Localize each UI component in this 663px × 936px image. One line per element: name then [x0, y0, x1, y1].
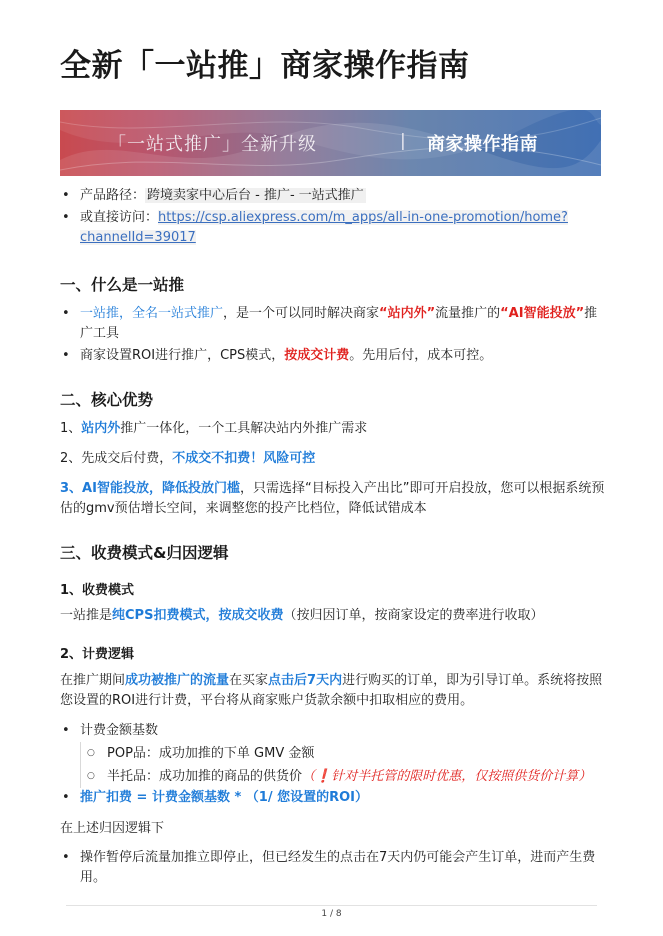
body-text: 流量推广的 [435, 306, 501, 321]
attribution-list [60, 848, 605, 888]
body-text: 商家设置ROI进行推广，CPS模式， [80, 348, 285, 363]
billing-logic-heading: 2、计费逻辑 [60, 647, 135, 662]
highlight-text: （❗针对半托管的限时优惠，仅按照供货价计算） [302, 769, 592, 784]
body-text: 。先用后付，成本可控。 [349, 348, 493, 363]
list-item [60, 788, 605, 808]
highlight-text: 不成交不扣费！风险可控 [172, 451, 316, 466]
visit-label: 或直接访问： [80, 210, 159, 225]
formula-list [60, 788, 605, 808]
list-item [60, 304, 605, 344]
promotion-link[interactable]: https://csp.aliexpress.com/m_apps/all-in-one-promotion/home? [158, 210, 568, 225]
body-text: 1、 [60, 421, 82, 436]
body-text: （按归因订单，按商家设定的费率进行收取） [283, 608, 544, 623]
list-item [60, 186, 605, 206]
highlight-text: “AI智能投放” [500, 306, 585, 321]
highlight-text: 按成交计费 [284, 348, 350, 363]
body-text: ，是一个可以同时解决商家 [223, 306, 380, 321]
banner-separator: | [400, 131, 406, 151]
sub-list-item [81, 765, 611, 788]
list-item: • 操作暂停后流量加推立即停止，但已经发生的点击在7天内仍可能会产生订单，进而产生费用。 [60, 848, 605, 888]
highlight-text: 成功被推广的流量 [125, 673, 230, 688]
list-item: • 计费金额基数 [60, 721, 605, 741]
highlight-text: 纯CPS扣费模式，按成交收费 [112, 608, 284, 623]
billing-base-sublist [80, 742, 611, 788]
highlight-text: “站内外” [379, 306, 436, 321]
formula-text: 推广扣费 = 计费金额基数 * （1/ 您设置的ROI） [80, 790, 369, 805]
list-item [60, 346, 605, 366]
section1-heading: 一、什么是一站推 [60, 276, 185, 294]
billing-mode-heading: 1、收费模式 [60, 583, 135, 598]
intro-list [60, 186, 605, 248]
billing-logic-text [60, 671, 605, 711]
sub-list-item: ○ POP品：成功加推的下单 GMV 金额 [81, 742, 611, 765]
body-text: 在推广期间 [60, 673, 126, 688]
banner-left-text: 「一站式推广」全新升级 [108, 134, 317, 155]
path-value: 跨境卖家中心后台 - 推广- 一站式推广 [147, 188, 364, 203]
body-text: 一站推是 [60, 608, 113, 623]
promotion-link-cont[interactable]: channelId=39017 [80, 230, 196, 245]
highlight-text: 一站推，全名一站式推广 [80, 306, 224, 321]
highlight-text: 点击后7天内 [268, 673, 343, 688]
section2-heading: 二、核心优势 [60, 391, 154, 409]
body-text: 2、先成交后付费， [60, 451, 173, 466]
section1-list [60, 304, 605, 366]
billing-mode-text [60, 606, 605, 626]
advantage-1 [60, 419, 605, 439]
banner-right-text: 商家操作指南 [427, 134, 538, 155]
footer-divider [66, 905, 597, 906]
body-text: 推广一体化，一个工具解决站内外推广需求 [120, 421, 368, 436]
highlight-text: 站内外 [81, 421, 121, 436]
attribution-note: 在上述归因逻辑下 [60, 821, 165, 836]
page-title: 全新「一站推」商家操作指南 [60, 48, 470, 84]
body-text: 推广工具 [80, 306, 598, 341]
billing-base-list [60, 721, 605, 741]
path-label: 产品路径： [80, 188, 146, 203]
highlight-text: 3、AI智能投放，降低投放门槛 [60, 481, 240, 496]
body-text: 在买家 [229, 673, 269, 688]
advantage-3 [60, 479, 605, 519]
list-item [60, 208, 605, 248]
body-text: ，只需选择“目标投入产出比”即可开启投放，您可以根据系统预估的gmv预估增长空间，来调整您的投产比档位，降低试错成本 [60, 481, 605, 516]
advantage-2 [60, 449, 605, 469]
body-text: 进行购买的订单，即为引导订单。系统将按照您设置的ROI进行计费，平台将从商家账户货款余额中扣取相应的费用。 [60, 673, 603, 708]
section3-heading: 三、收费模式&归因逻辑 [60, 544, 229, 562]
page-number: 1 / 8 [321, 909, 342, 919]
body-text: 半托品：成功加推的商品的供货价 [107, 769, 303, 784]
banner-image [60, 110, 601, 176]
